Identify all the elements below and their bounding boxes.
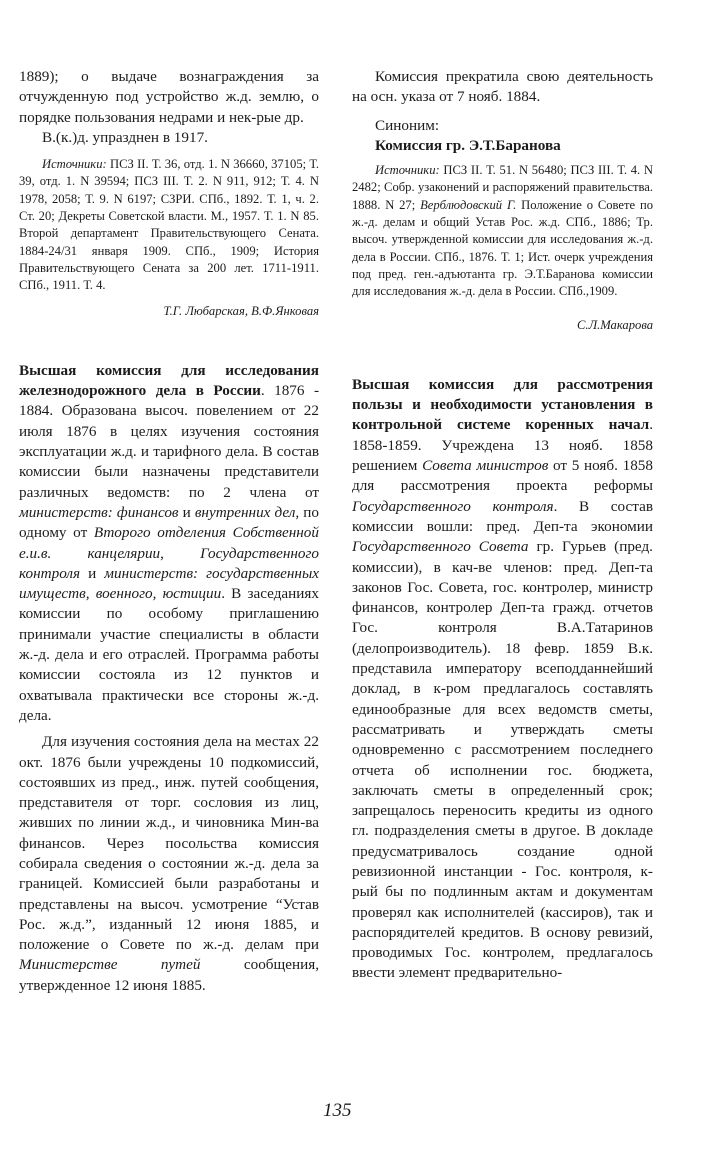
- left-column: [19, 67, 319, 996]
- entry-italic: Второго отделения Собственной е.и.в. канцелярии: [19, 524, 319, 562]
- page-number: 135: [323, 1100, 352, 1121]
- right-column: [352, 67, 653, 984]
- entry-text: . В заседаниях комиссии по особому приглашению принимали участие специалисты в области ж.-д. дела и его отраслей. Программа работы комиссии состояла из 12 пунктов и охватывала практически все стороны ж.-д. дела.: [19, 585, 319, 724]
- sources-author: Верблюдовский Г.: [420, 197, 517, 212]
- entry-italic: Государственного Совета: [352, 538, 529, 556]
- author-signature: Т.Г. Любарская, В.Ф.Янковая: [163, 303, 319, 318]
- entry-italic: Совета министров: [422, 457, 549, 475]
- synonym-value: Комиссия гр. Э.Т.Баранова: [375, 136, 561, 154]
- sources-text: ПСЗ II. Т. 51. N 56480; ПСЗ III. Т. 4. N 2482; Собр. узаконений и распоряжений правительства. 1888. N 27;: [352, 163, 653, 212]
- entry-italic: внутренних дел: [194, 503, 296, 521]
- synonym-label: Синоним:: [375, 116, 440, 134]
- author-signature: С.Л.Макарова: [577, 317, 653, 332]
- entry-text: Для изучения состояния дела на местах 22 окт. 1876 были учреждены 10 подкомиссий, состоявших из пред., инж. путей сообщения, представителя от торг. сословия из лиц, живших по линии ж.д., и чиновника Мин-ва финансов. Через посольства комиссия собирала сведения о состоянии ж.-д. дела за границей. Комиссией были разработаны и представлены на высоч. усмотрение “Устав Рос. ж.д.”, изданный 12 июня 1885, и положение о Совете по ж.-д. делам при: [19, 733, 319, 954]
- entry-text: и: [178, 503, 195, 521]
- sources-text: ПСЗ II. Т. 36, отд. 1. N 36660, 37105; Т. 39, отд. 1. N 39594; ПСЗ III. Т. 2. N 911, 912; Т. 4. N 1978, 2058; Т. 9. N 6197; СЗРИ. СПб., 1892. Т. 1, ч. 2. Ст. 20; Декреты Советской власти. М., 1957. Т. 1. N 85. Второй департамент Правительствующего Сената. 1884-24/31 января 1909. СПб., 1909; История Правительствующего Сената за 200 лет. 1711-1911. СПб., 1911. Т. 4.: [19, 157, 319, 293]
- entry-title: Высшая комиссия для исследования железнодорожного дела в России: [19, 361, 319, 400]
- sources-text: Положение о Совете по ж.-д. делам и общий Устав Рос. ж.д. СПб., 1886; Тр. высоч. утвержденной комиссии для исследования ж.-д. дела в России. СПб., 1876. Т. 1; Ист. очерк учреждения под пред. ген.-адъютанта гр. Э.Т.Баранова комиссии для исследования ж.-д. дела в России. СПб.,1909.: [352, 197, 653, 299]
- entry-text: гр. Гурьев (пред. комиссии), в кач-ве членов: пред. Деп-та законов Гос. Совета, гос. контролер, министр финансов, контролер Деп-та гражд. отчетов Гос. контроля В.А.Татаринов (делопроизводитель). 18 февр. 1859 В.к. представила императору всеподданнейший доклад, в к-ром предлагалось составлять единообразные для всех ведомств сметы, рассматривать и утверждать сметы одновременно с рассмотрением последнего отчета об исполнении гос. бюджета, заключать сметы в определенный срок; запрещалось переносить кредиты из одного гл. подразделения сметы в другое. В докладе предусматривалось создание одной ревизионной инстанции - Гос. контроля, к-рый бы по подлинным актам и документам проверял как исполнителей (кассиров), так и распорядителей кредитов. В основу ревизий, проводимых Гос. контролем, предлагалось ввести элемент предварительно-: [352, 538, 653, 982]
- entry-italic: Министерстве путей: [19, 956, 201, 974]
- entry-italic: министерств: государственных имуществ, военного, юстиции: [19, 564, 319, 603]
- entry-title: Высшая комиссия для рассмотрения пользы и необходимости установления в контрольной системе коренных начал: [352, 375, 653, 434]
- entry-text: и: [80, 564, 105, 582]
- entry-text: . 1876 - 1884. Образована высоч. повелением от 22 июля 1876 в целях изучения состояния эксплуатации ж.д. и тарифного дела. В состав комиссии были назначены представители различных ведомств: по 2 члена от: [19, 382, 319, 501]
- entry-text: ,: [160, 544, 201, 562]
- entry-text: . 1858-1859. Учреждена 13 нояб. 1858 решением: [352, 416, 653, 475]
- paragraph-termination: Комиссия прекратила свою деятельность на осн. указа от 7 нояб. 1884.: [352, 68, 653, 106]
- entry-text: . В состав комиссии вошли: пред. Деп-та экономии: [352, 497, 653, 535]
- entry-italic: Государственного контроля: [352, 497, 554, 515]
- entry-control-commission: [352, 375, 653, 984]
- entry-text: от 5 нояб. 1858 для рассмотрения проекта реформы: [352, 457, 653, 495]
- entry-text: сообщения, утвержденное 12 июня 1885.: [19, 956, 319, 994]
- paragraph-abolished: В.(к.)д. упразднен в 1917.: [42, 128, 208, 146]
- sources-label: Источники:: [375, 163, 440, 178]
- entry-railway-commission: [19, 361, 319, 726]
- paragraph-continuation: 1889); о выдаче вознаграждения за отчужденную под устройство ж.д. землю, о порядке пользования недрами и нек-рые др.: [19, 68, 319, 126]
- sources-label: Источники:: [42, 157, 107, 172]
- sources-block: [19, 156, 319, 294]
- entry-text: , по одному от: [19, 503, 319, 542]
- entry-italic: Государственного контроля: [19, 544, 319, 582]
- sources-block: [352, 162, 653, 300]
- entry-italic: министерств: финансов: [19, 503, 179, 521]
- paragraph-subcommissions: [19, 732, 319, 996]
